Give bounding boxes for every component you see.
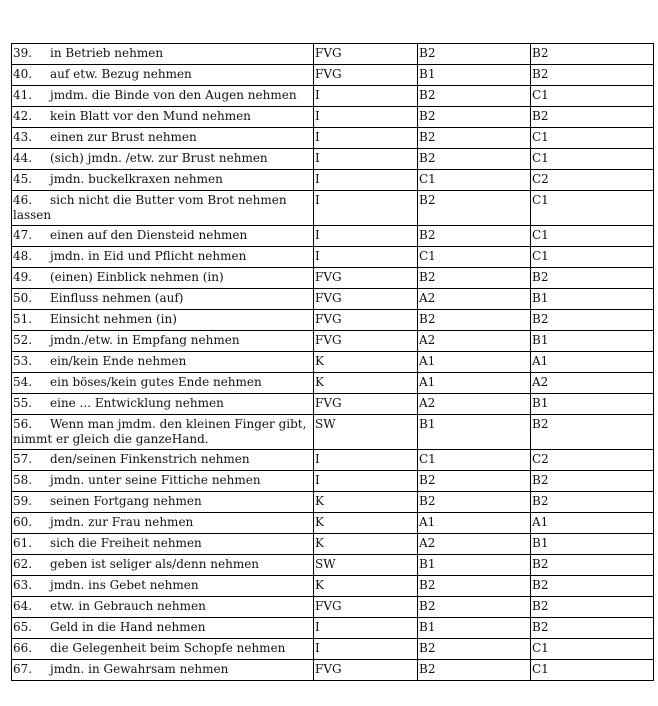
phrase-cell xyxy=(12,660,314,681)
level2-cell: B2 xyxy=(531,555,654,576)
phrase-cell xyxy=(12,373,314,394)
level2-cell: B1 xyxy=(531,394,654,415)
type-cell: I xyxy=(314,226,418,247)
phrase-cell xyxy=(12,534,314,555)
phrase-cell xyxy=(12,513,314,534)
table-row xyxy=(12,226,654,247)
table-row xyxy=(12,660,654,681)
phrase-cell xyxy=(12,450,314,471)
phrase-text: ein böses/kein gutes Ende nehmen xyxy=(50,375,262,389)
level1-cell: A1 xyxy=(418,513,531,534)
level2-cell: C1 xyxy=(531,128,654,149)
table-row xyxy=(12,128,654,149)
table-row xyxy=(12,415,654,450)
phrase-cell xyxy=(12,86,314,107)
phrase-cell xyxy=(12,597,314,618)
level1-cell: A2 xyxy=(418,394,531,415)
row-number: 67. xyxy=(13,662,33,676)
row-number: 66. xyxy=(13,641,33,655)
row-number: 42. xyxy=(13,109,33,123)
table-row xyxy=(12,576,654,597)
level1-cell: B1 xyxy=(418,618,531,639)
row-number: 62. xyxy=(13,557,33,571)
type-cell: FVG xyxy=(314,65,418,86)
type-cell: I xyxy=(314,128,418,149)
level2-cell: B2 xyxy=(531,65,654,86)
type-cell: FVG xyxy=(314,268,418,289)
phrase-text: kein Blatt vor den Mund nehmen xyxy=(50,109,251,123)
row-number: 56. xyxy=(13,417,33,431)
type-cell: FVG xyxy=(314,597,418,618)
table-row xyxy=(12,170,654,191)
table-row xyxy=(12,513,654,534)
row-number: 58. xyxy=(13,473,33,487)
row-number: 48. xyxy=(13,249,33,263)
level1-cell: A2 xyxy=(418,534,531,555)
row-number: 65. xyxy=(13,620,33,634)
phrase-text: (sich) jmdn. /etw. zur Brust nehmen xyxy=(50,151,268,165)
phrase-cell xyxy=(12,576,314,597)
phrase-text: Einsicht nehmen (in) xyxy=(50,312,177,326)
phrase-cell xyxy=(12,415,314,450)
phrase-cell xyxy=(12,268,314,289)
level1-cell: B2 xyxy=(418,86,531,107)
type-cell: K xyxy=(314,576,418,597)
phrase-cell xyxy=(12,471,314,492)
level2-cell: B2 xyxy=(531,618,654,639)
level2-cell: C1 xyxy=(531,247,654,268)
row-number: 41. xyxy=(13,88,33,102)
phrase-text: jmdn. unter seine Fittiche nehmen xyxy=(50,473,261,487)
type-cell: FVG xyxy=(314,394,418,415)
level2-cell: B2 xyxy=(531,576,654,597)
level2-cell: B2 xyxy=(531,415,654,450)
table-row xyxy=(12,555,654,576)
level2-cell: B2 xyxy=(531,492,654,513)
table-row xyxy=(12,191,654,226)
level2-cell: B2 xyxy=(531,597,654,618)
table-row xyxy=(12,107,654,128)
table-row xyxy=(12,534,654,555)
table-row xyxy=(12,44,654,65)
type-cell: SW xyxy=(314,415,418,450)
type-cell: FVG xyxy=(314,310,418,331)
level1-cell: A1 xyxy=(418,352,531,373)
table-row xyxy=(12,247,654,268)
level2-cell: B2 xyxy=(531,471,654,492)
level1-cell: B2 xyxy=(418,44,531,65)
table-row xyxy=(12,618,654,639)
phrase-cell xyxy=(12,247,314,268)
row-number: 61. xyxy=(13,536,33,550)
phrase-cell xyxy=(12,226,314,247)
phrase-text: jmdm. die Binde von den Augen nehmen xyxy=(50,88,297,102)
table-row xyxy=(12,352,654,373)
phrase-cell xyxy=(12,128,314,149)
level1-cell: A1 xyxy=(418,373,531,394)
row-number: 44. xyxy=(13,151,33,165)
row-number: 54. xyxy=(13,375,33,389)
level1-cell: B2 xyxy=(418,128,531,149)
phrase-text: jmdn. ins Gebet nehmen xyxy=(50,578,199,592)
level2-cell: C1 xyxy=(531,660,654,681)
level2-cell: B1 xyxy=(531,534,654,555)
row-number: 50. xyxy=(13,291,33,305)
level2-cell: B1 xyxy=(531,331,654,352)
type-cell: K xyxy=(314,352,418,373)
level2-cell: C1 xyxy=(531,191,654,226)
phrase-cell xyxy=(12,191,314,226)
row-number: 40. xyxy=(13,67,33,81)
type-cell: K xyxy=(314,534,418,555)
phrase-text: in Betrieb nehmen xyxy=(50,46,164,60)
type-cell: FVG xyxy=(314,331,418,352)
table-body xyxy=(12,44,654,681)
phrase-text: jmdn. zur Frau nehmen xyxy=(50,515,194,529)
type-cell: I xyxy=(314,86,418,107)
table-row xyxy=(12,394,654,415)
idiom-table xyxy=(11,43,654,681)
type-cell: FVG xyxy=(314,44,418,65)
row-number: 46. xyxy=(13,193,33,207)
table-row xyxy=(12,450,654,471)
level2-cell: B2 xyxy=(531,310,654,331)
row-number: 52. xyxy=(13,333,33,347)
level1-cell: B2 xyxy=(418,660,531,681)
type-cell: I xyxy=(314,170,418,191)
phrase-text: sich nicht die Butter vom Brot nehmen lassen xyxy=(13,193,287,222)
phrase-text: jmdn. in Gewahrsam nehmen xyxy=(50,662,229,676)
level2-cell: A2 xyxy=(531,373,654,394)
level2-cell: C1 xyxy=(531,639,654,660)
level1-cell: B2 xyxy=(418,310,531,331)
phrase-text: Geld in die Hand nehmen xyxy=(50,620,206,634)
level1-cell: A2 xyxy=(418,331,531,352)
phrase-text: jmdn. buckelkraxen nehmen xyxy=(50,172,223,186)
type-cell: I xyxy=(314,471,418,492)
phrase-cell xyxy=(12,394,314,415)
phrase-cell xyxy=(12,107,314,128)
phrase-text: einen auf den Diensteid nehmen xyxy=(50,228,248,242)
row-number: 63. xyxy=(13,578,33,592)
type-cell: SW xyxy=(314,555,418,576)
level1-cell: B2 xyxy=(418,149,531,170)
phrase-cell xyxy=(12,310,314,331)
row-number: 55. xyxy=(13,396,33,410)
phrase-text: Einfluss nehmen (auf) xyxy=(50,291,184,305)
level1-cell: A2 xyxy=(418,289,531,310)
phrase-text: einen zur Brust nehmen xyxy=(50,130,197,144)
row-number: 53. xyxy=(13,354,33,368)
phrase-text: ein/kein Ende nehmen xyxy=(50,354,187,368)
level1-cell: B2 xyxy=(418,107,531,128)
level2-cell: C2 xyxy=(531,170,654,191)
row-number: 39. xyxy=(13,46,33,60)
type-cell: I xyxy=(314,247,418,268)
table-row xyxy=(12,65,654,86)
level2-cell: C1 xyxy=(531,149,654,170)
phrase-cell xyxy=(12,289,314,310)
level1-cell: B2 xyxy=(418,268,531,289)
level1-cell: B1 xyxy=(418,65,531,86)
table-row xyxy=(12,639,654,660)
level2-cell: B2 xyxy=(531,107,654,128)
phrase-text: jmdn./etw. in Empfang nehmen xyxy=(50,333,240,347)
level1-cell: B2 xyxy=(418,597,531,618)
row-number: 43. xyxy=(13,130,33,144)
level2-cell: A1 xyxy=(531,352,654,373)
phrase-text: auf etw. Bezug nehmen xyxy=(50,67,192,81)
phrase-cell xyxy=(12,149,314,170)
level2-cell: C1 xyxy=(531,86,654,107)
phrase-text: den/seinen Finkenstrich nehmen xyxy=(50,452,250,466)
row-number: 49. xyxy=(13,270,33,284)
type-cell: K xyxy=(314,513,418,534)
phrase-cell xyxy=(12,170,314,191)
level1-cell: B2 xyxy=(418,471,531,492)
level2-cell: B2 xyxy=(531,44,654,65)
phrase-text: sich die Freiheit nehmen xyxy=(50,536,202,550)
phrase-cell xyxy=(12,44,314,65)
level1-cell: C1 xyxy=(418,450,531,471)
row-number: 47. xyxy=(13,228,33,242)
level1-cell: B2 xyxy=(418,639,531,660)
level1-cell: B2 xyxy=(418,191,531,226)
level1-cell: C1 xyxy=(418,247,531,268)
level1-cell: B2 xyxy=(418,492,531,513)
type-cell: I xyxy=(314,191,418,226)
level2-cell: B2 xyxy=(531,268,654,289)
phrase-text: etw. in Gebrauch nehmen xyxy=(50,599,206,613)
table-row xyxy=(12,268,654,289)
type-cell: K xyxy=(314,373,418,394)
type-cell: I xyxy=(314,618,418,639)
phrase-text: Wenn man jmdm. den kleinen Finger gibt, nimmt er gleich die ganzeHand. xyxy=(13,417,307,446)
phrase-text: die Gelegenheit beim Schopfe nehmen xyxy=(50,641,286,655)
phrase-cell xyxy=(12,555,314,576)
phrase-cell xyxy=(12,65,314,86)
table-row xyxy=(12,471,654,492)
type-cell: K xyxy=(314,492,418,513)
level2-cell: C1 xyxy=(531,226,654,247)
row-number: 60. xyxy=(13,515,33,529)
type-cell: FVG xyxy=(314,660,418,681)
phrase-cell xyxy=(12,352,314,373)
level1-cell: B2 xyxy=(418,226,531,247)
type-cell: I xyxy=(314,639,418,660)
type-cell: FVG xyxy=(314,289,418,310)
phrase-text: geben ist seliger als/denn nehmen xyxy=(50,557,260,571)
phrase-text: jmdn. in Eid und Pflicht nehmen xyxy=(50,249,247,263)
table-row xyxy=(12,86,654,107)
table-row xyxy=(12,310,654,331)
table-row xyxy=(12,289,654,310)
table-row xyxy=(12,492,654,513)
level1-cell: B1 xyxy=(418,555,531,576)
phrase-cell xyxy=(12,331,314,352)
level1-cell: B1 xyxy=(418,415,531,450)
table-row xyxy=(12,597,654,618)
table-row xyxy=(12,149,654,170)
phrase-text: seinen Fortgang nehmen xyxy=(50,494,202,508)
row-number: 57. xyxy=(13,452,33,466)
phrase-text: (einen) Einblick nehmen (in) xyxy=(50,270,224,284)
type-cell: I xyxy=(314,149,418,170)
type-cell: I xyxy=(314,107,418,128)
row-number: 64. xyxy=(13,599,33,613)
phrase-cell xyxy=(12,618,314,639)
type-cell: I xyxy=(314,450,418,471)
row-number: 59. xyxy=(13,494,33,508)
table-row xyxy=(12,373,654,394)
level2-cell: A1 xyxy=(531,513,654,534)
row-number: 51. xyxy=(13,312,33,326)
level2-cell: B1 xyxy=(531,289,654,310)
phrase-cell xyxy=(12,492,314,513)
table-row xyxy=(12,331,654,352)
phrase-text: eine ... Entwicklung nehmen xyxy=(50,396,224,410)
level1-cell: C1 xyxy=(418,170,531,191)
level1-cell: B2 xyxy=(418,576,531,597)
phrase-cell xyxy=(12,639,314,660)
row-number: 45. xyxy=(13,172,33,186)
level2-cell: C2 xyxy=(531,450,654,471)
